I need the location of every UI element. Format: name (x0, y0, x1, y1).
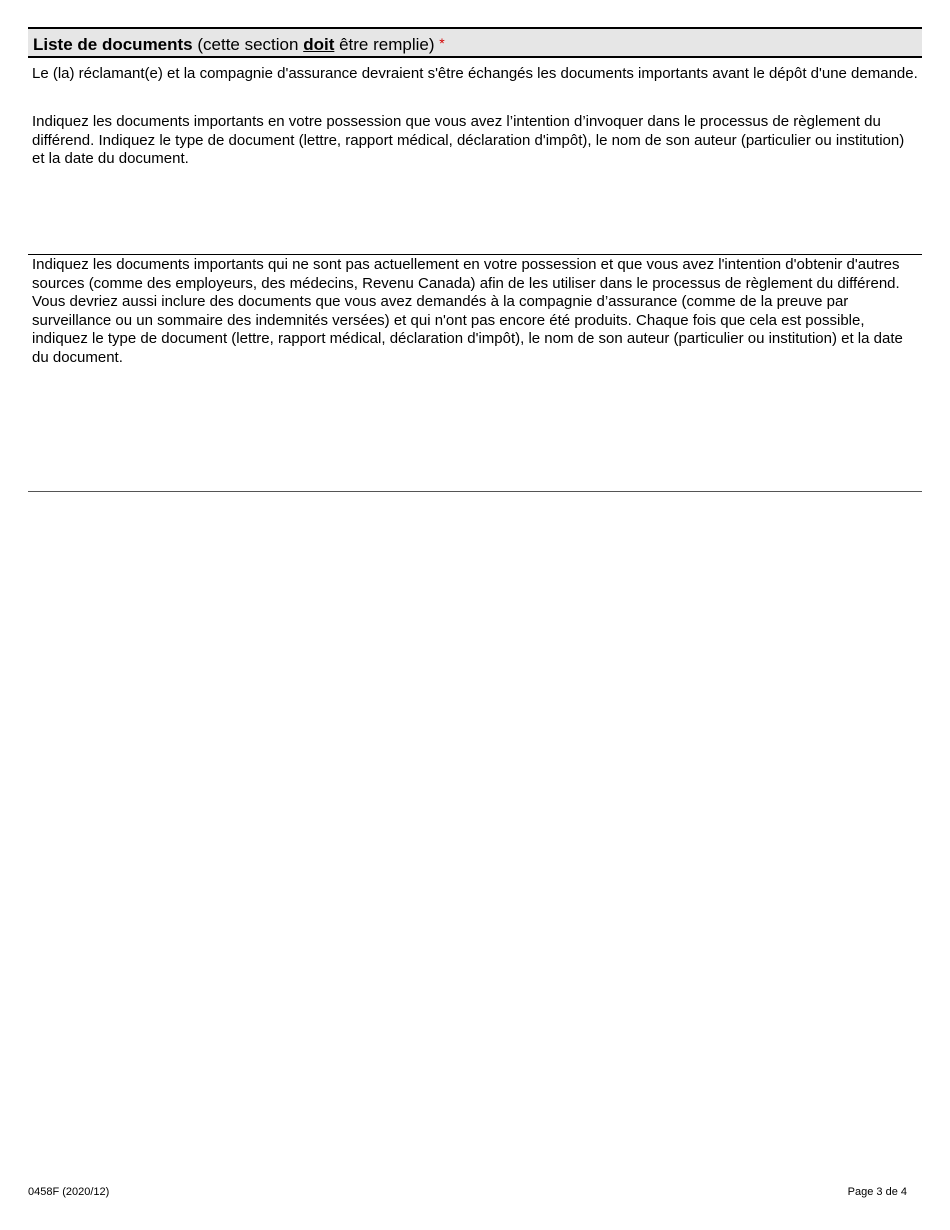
page-number: Page 3 de 4 (847, 1186, 907, 1198)
section-header-document-list (28, 27, 922, 58)
form-code: 0458F (2020/12) (28, 1186, 110, 1198)
section-title-bold: Liste de documents (33, 35, 193, 54)
section-title-close: être remplie) (334, 35, 440, 54)
not-in-possession-instructions: Indiquez les documents importants qui ne sont pas actuellement en votre possession et que vous avez l'intention d'obtenir d'autres sources (comme des employeurs, des médecins, Revenu Canada) afin de les utiliser dans le processus de règlement du différend. Vous devriez aussi inclure des documents que vous avez demandés à la compagnie d’assurance (comme de la preuve par surveillance ou un sommaire des indemnités versées) et qui n'ont pas encore été produits. Chaque fois que cela est possible, indiquez le type de document (lettre, rapport médical, déclaration d'impôt), le nom de son auteur (particulier ou institution) et la date du document. (32, 256, 903, 366)
section-title-open: (cette section (192, 35, 304, 54)
section-divider (28, 254, 922, 255)
documents-in-possession-field[interactable] (28, 175, 922, 253)
documents-to-obtain-field[interactable] (28, 372, 922, 490)
section-end-divider (28, 491, 922, 492)
section-title-must: doit (303, 35, 335, 54)
in-possession-instructions: Indiquez les documents importants en votre possession que vous avez l’intention d’invoquer dans le processus de règlement du différend. Indiquez le type de document (lettre, rapport médical, déclaration d'impôt), le nom de son auteur (particulier ou institution) et la date du document. (32, 113, 905, 167)
exchange-notice-text: Le (la) réclamant(e) et la compagnie d'assurance devraient s'être échangés les documents importants avant le dépôt d'une demande. (32, 65, 918, 82)
required-marker: * (439, 35, 445, 51)
section-title (33, 32, 445, 56)
